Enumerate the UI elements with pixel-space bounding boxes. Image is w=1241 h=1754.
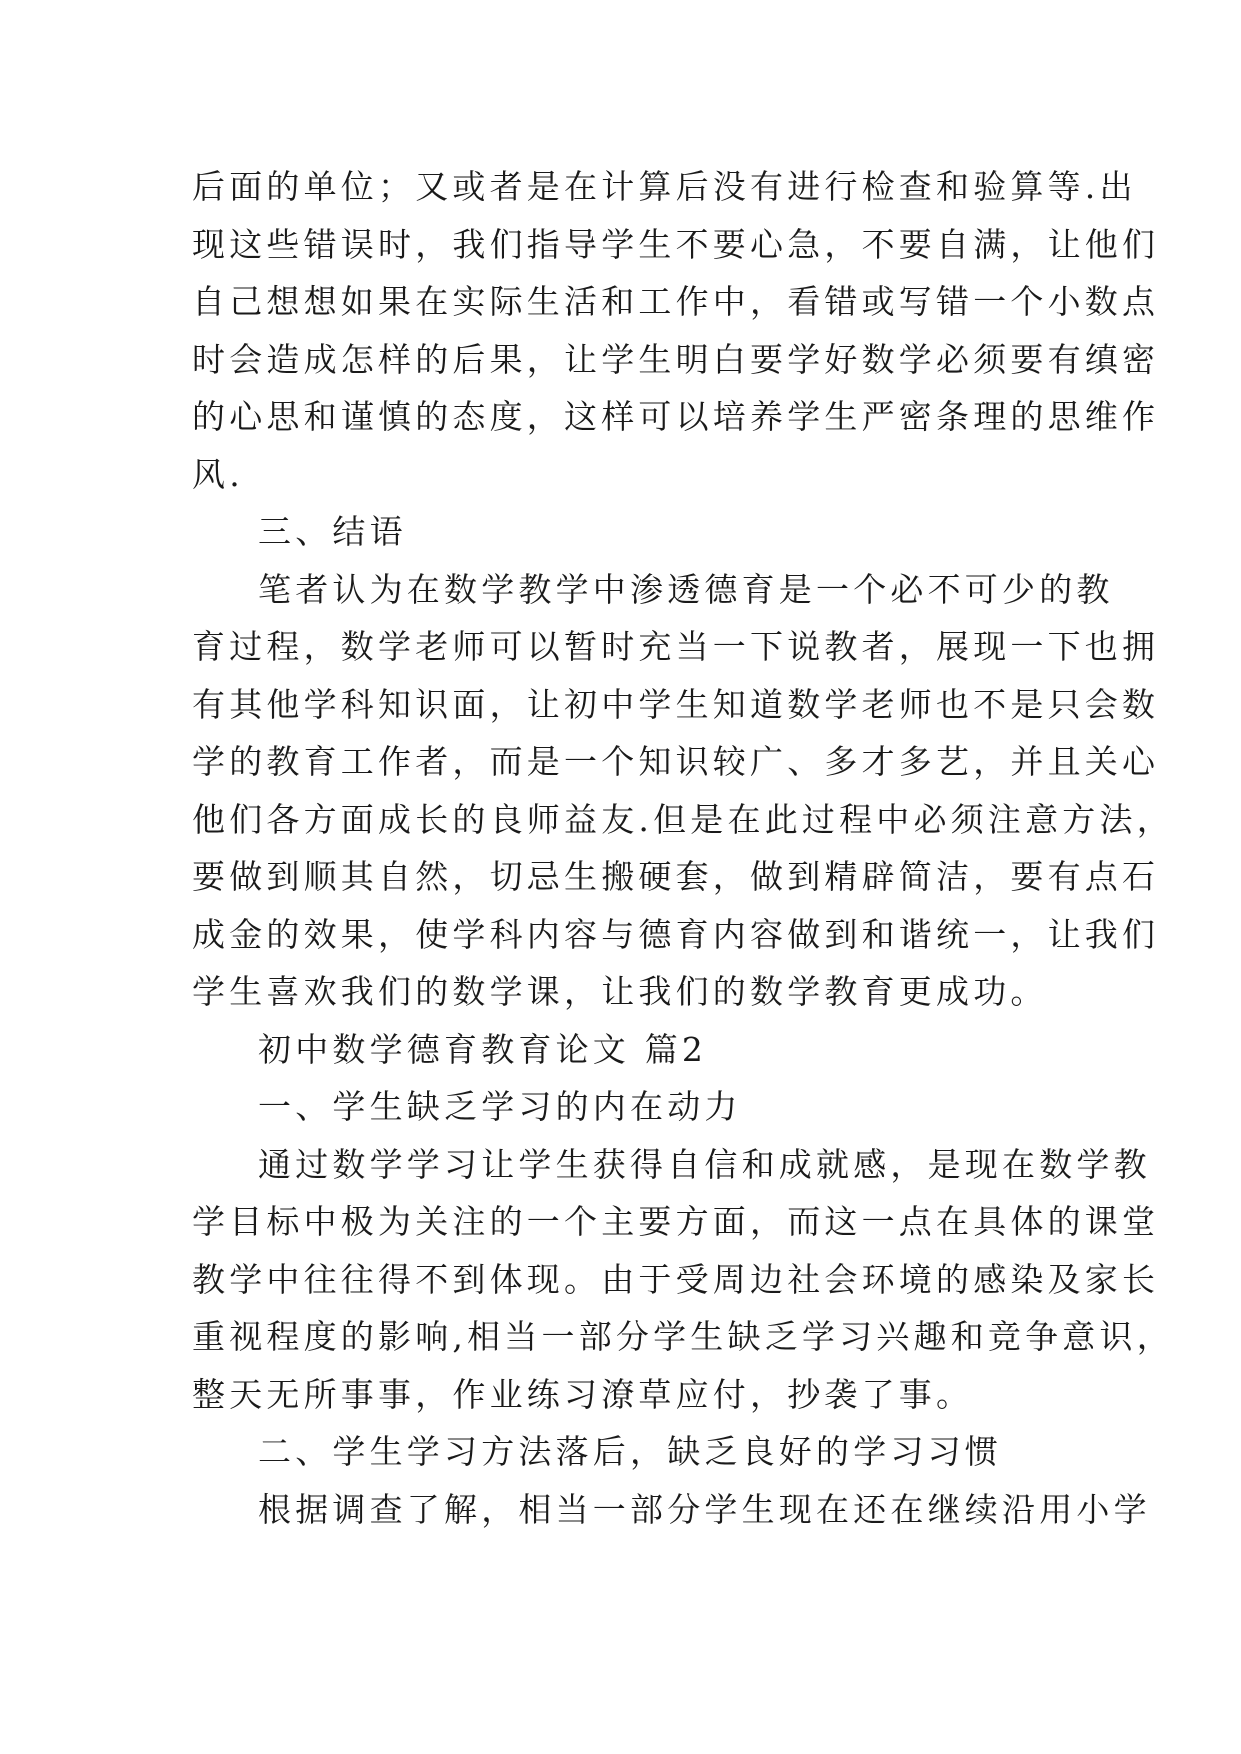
article-title: 初中数学德育教育论文 篇2: [258, 1029, 708, 1069]
text-line: 整天无所事事，作业练习潦草应付，抄袭了事。: [192, 1374, 974, 1414]
text-line: 教学中往往得不到体现。由于受周边社会环境的感染及家长: [192, 1259, 1160, 1299]
section-heading: 一、学生缺乏学习的内在动力: [258, 1087, 742, 1126]
text-line: 有其他学科知识面，让初中学生知道数学老师也不是只会数: [192, 684, 1160, 724]
paragraph-first-line: 笔者认为在数学教学中渗透德育是一个必不可少的教: [258, 569, 1114, 609]
text-line: 现这些错误时，我们指导学生不要心急，不要自满，让他们: [192, 224, 1160, 264]
paragraph-first-line: 根据调查了解，相当一部分学生现在还在继续沿用小学: [258, 1489, 1151, 1529]
text-line: 风.: [192, 454, 244, 494]
text-line: 自己想想如果在实际生活和工作中，看错或写错一个小数点: [192, 282, 1160, 321]
document-body: [192, 158, 1174, 1538]
text-line: 后面的单位；又或者是在计算后没有进行检查和验算等.出: [192, 167, 1137, 206]
text-line: 他们各方面成长的良师益友.但是在此过程中必须注意方法，: [192, 799, 1174, 839]
paragraph-first-line: 通过数学学习让学生获得自信和成就感，是现在数学教: [258, 1144, 1151, 1184]
text-line: 学的教育工作者，而是一个知识较广、多才多艺，并且关心: [192, 742, 1160, 781]
text-line: 学目标中极为关注的一个主要方面，而这一点在具体的课堂: [192, 1202, 1160, 1241]
text-line: 育过程，数学老师可以暂时充当一下说教者，展现一下也拥: [192, 627, 1160, 666]
text-line: 成金的效果，使学科内容与德育内容做到和谐统一，让我们: [192, 914, 1160, 954]
text-line: 的心思和谨慎的态度，这样可以培养学生严密条理的思维作: [192, 397, 1160, 436]
text-line: 学生喜欢我们的数学课，让我们的数学教育更成功。: [192, 972, 1048, 1011]
text-line: 重视程度的影响,相当一部分学生缺乏学习兴趣和竞争意识，: [192, 1317, 1174, 1356]
text-line: 时会造成怎样的后果，让学生明白要学好数学必须要有缜密: [192, 339, 1160, 379]
section-heading: 二、学生学习方法落后，缺乏良好的学习习惯: [258, 1432, 1002, 1471]
text-line: 要做到顺其自然，切忌生搬硬套，做到精辟简洁，要有点石: [192, 857, 1160, 896]
section-heading: 三、结语: [258, 512, 407, 551]
